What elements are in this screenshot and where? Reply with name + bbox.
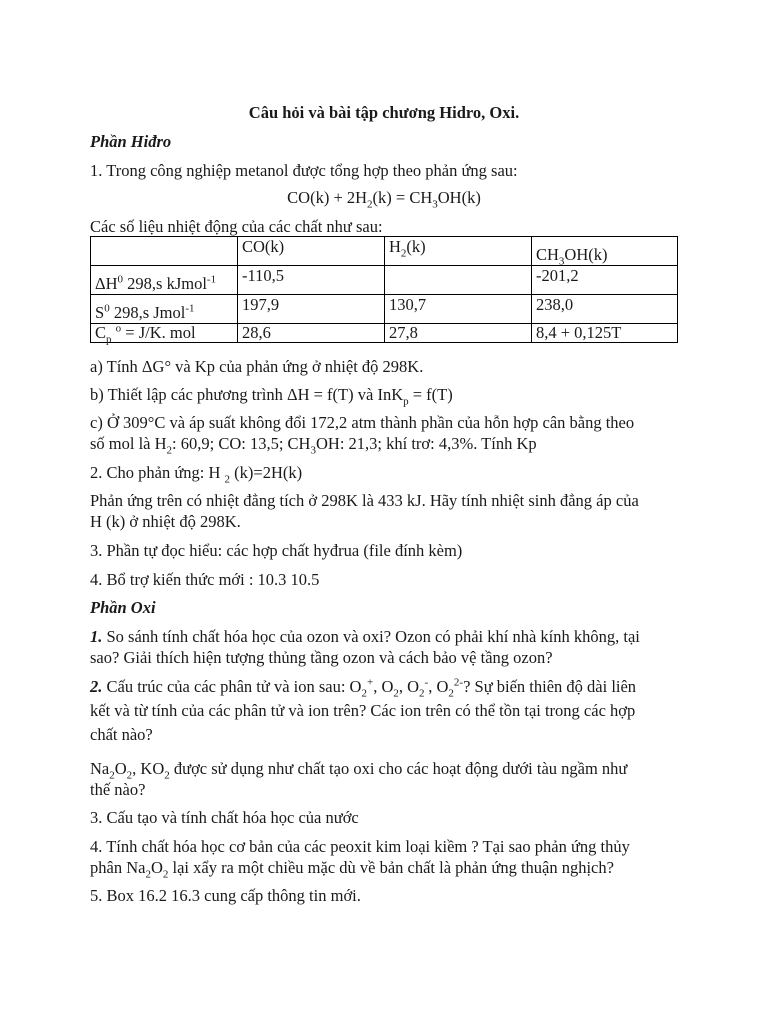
table-cell: 8,4 + 0,125T (532, 324, 678, 343)
section-heading-oxi: Phần Oxi (90, 598, 156, 617)
oxi-question-1-line-1: 1. So sánh tính chất hóa học của ozon và oxi? Ozon có phải khí nhà kính không, tại (90, 627, 640, 646)
oxi-question-2-line-2: kết và từ tính của các phân tử và ion trên? Các ion trên có thể tồn tại trong các hợp (90, 701, 636, 720)
table-header-row (91, 237, 678, 266)
section-heading-hidro: Phần Hiđro (90, 132, 172, 151)
oxi-question-1-line-2: sao? Giải thích hiện tượng thủng tầng ozon và cách bảo vệ tầng ozon? (90, 648, 553, 667)
oxi-question-2-line-1: 2. Cấu trúc của các phân tử và ion sau: $O_2^+$, $O_2$, $O_2^-$, $O_2^{2-}$? Sự biến thiên độ dài liên (90, 676, 637, 700)
question-2-body-line-2: H (k) ở nhiệt độ 298K. (90, 512, 241, 531)
table-header-cell (91, 237, 238, 266)
question-1-intro: 1. Trong công nghiệp metanol được tổng hợp theo phản ứng sau: (90, 161, 518, 180)
question-1a: a) Tính ΔG° và Kp của phản ứng ở nhiệt độ 298K. (90, 357, 424, 376)
reaction-equation: $CO(k) + 2H_2(k) = CH_3OH(k)$ (287, 188, 481, 211)
oxi-peroxide-line-1: $Na_2O_2$, $KO_2$ được sử dụng như chất tạo oxi cho các hoạt động dưới tàu ngầm như (90, 759, 628, 782)
thermo-data-table (90, 236, 678, 346)
question-4: 4. Bổ trợ kiến thức mới : 10.3 10.5 (90, 570, 320, 589)
oxi-question-4-line-2: phân $Na_2O_2$ lại xẩy ra một chiều mặc dù về bản chất là phản ứng thuận nghịch? (90, 858, 614, 881)
table-cell: 197,9 (238, 295, 385, 324)
table-row (91, 324, 678, 343)
oxi-peroxide-line-2: thế nào? (90, 780, 146, 799)
table-row (91, 266, 678, 295)
document-title: Câu hỏi và bài tập chương Hidro, Oxi. (248, 103, 520, 122)
oxi-question-3: 3. Cấu tạo và tính chất hóa học của nước (90, 808, 359, 827)
row-label-entropy: $S^0$ 298,s Jmol$^{-1}$ (91, 295, 238, 324)
table-row (91, 295, 678, 324)
table-header-cell: CO(k) (238, 237, 385, 266)
question-1b: b) Thiết lập các phương trình ΔH = f(T) và InK$_p$ = f(T) (90, 385, 453, 408)
table-cell: 28,6 (238, 324, 385, 343)
table-intro: Các số liệu nhiệt động của các chất như sau: (90, 217, 383, 236)
question-2: 2. Cho phản ứng: H $_2$ (k)=2H(k) (90, 463, 303, 486)
question-1c-line-2: số mol là $H_2$: 60,9; CO: 13,5; $CH_3OH$: 21,3; khí trơ: 4,3%. Tính Kp (90, 434, 537, 457)
question-3: 3. Phần tự đọc hiểu: các hợp chất hyđrua (file đính kèm) (90, 541, 463, 560)
question-1c-line-1: c) Ở 309°C và áp suất không đổi 172,2 atm thành phần của hỗn hợp cân bằng theo (90, 413, 635, 432)
oxi-question-5: 5. Box 16.2 16.3 cung cấp thông tin mới. (90, 886, 361, 905)
table-cell: -201,2 (532, 266, 678, 295)
table-cell: 238,0 (532, 295, 678, 324)
table-cell: -110,5 (238, 266, 385, 295)
table-header-cell: $H_2(k)$ (385, 237, 532, 266)
oxi-question-2-line-3: chất nào? (90, 725, 153, 744)
oxi-question-4-line-1: 4. Tính chất hóa học cơ bản của các peoxit kim loại kiềm ? Tại sao phản ứng thủy (90, 837, 630, 856)
row-label-enthalpy: $\Delta H^0$ 298,s kJmol$^{-1}$ (91, 266, 238, 295)
question-2-body-line-1: Phản ứng trên có nhiệt đẳng tích ở 298K là 433 kJ. Hãy tính nhiệt sinh đẳng áp của (90, 491, 639, 510)
table-cell (385, 266, 532, 295)
table-cell: 130,7 (385, 295, 532, 324)
row-label-heat-capacity: $C_p$ $^o$ = J/K. mol (91, 324, 238, 343)
table-header-cell: $CH_3OH(k)$ (532, 237, 678, 266)
table-cell: 27,8 (385, 324, 532, 343)
